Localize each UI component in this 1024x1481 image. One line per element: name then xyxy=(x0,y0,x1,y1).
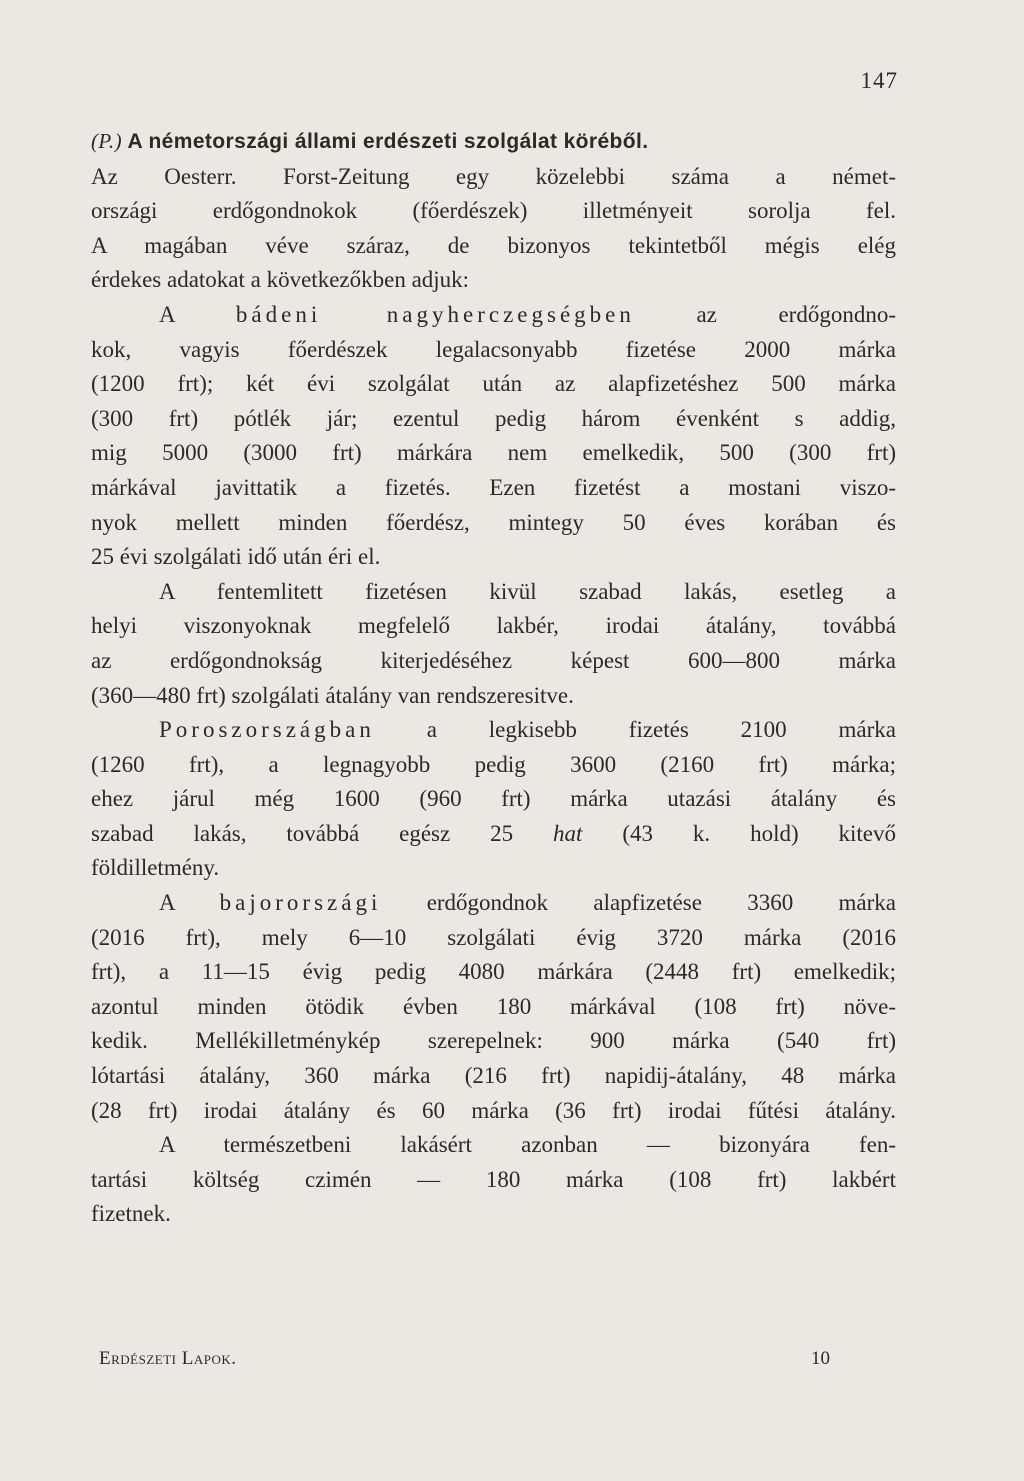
text-span: a legkisebb fizetés 2100 márka xyxy=(426,717,896,743)
text-line: kok, vagyis főerdészek legalacsonyabb fizetése 2000 márka xyxy=(91,336,896,362)
text-line: márkával javittatik a fizetés. Ezen fizetést a mostani viszo- xyxy=(91,474,896,500)
text-line: helyi viszonyoknak megfelelő lakbér, irodai átalány, továbbá xyxy=(91,613,896,639)
text-span: (43 k. hold) kitevő xyxy=(622,820,897,846)
text-line: azontul minden ötödik évben 180 márkával (108 frt) növe- xyxy=(91,993,896,1019)
journal-name: Erdészeti Lapok. xyxy=(99,1348,237,1369)
text-line: A magában véve száraz, de bizonyos tekintetből mégis elég xyxy=(91,232,896,258)
article-body xyxy=(91,124,896,1232)
text-line: érdekes adatokat a következőkben adjuk: xyxy=(91,267,470,293)
sheet-number: 10 xyxy=(811,1348,830,1369)
page-number: 147 xyxy=(860,68,898,93)
text-line xyxy=(91,817,896,852)
text-line: Az Oesterr. Forst-Zeitung egy közelebbi száma a német- xyxy=(91,163,896,189)
text-line: (300 frt) pótlék jár; ezentul pedig három évenként s addig, xyxy=(91,405,896,431)
text-line: fizetnek. xyxy=(91,1201,171,1227)
text-line: földilletmény. xyxy=(91,855,220,881)
text-line xyxy=(91,886,896,921)
text-line xyxy=(91,713,896,748)
text-line: frt), a 11—15 évig pedig 4080 márkára (2448 frt) emelkedik; xyxy=(91,959,896,985)
text-line: az erdőgondnokság kiterjedéséhez képest 600—800 márka xyxy=(91,647,896,673)
italic-unit: hat xyxy=(553,820,583,846)
text-line xyxy=(91,298,896,333)
page-footer xyxy=(99,1348,830,1370)
text-line: kedik. Mellékilletménykép szerepelnek: 900 márka (540 frt) xyxy=(91,1028,896,1054)
emphasis-place-prussia: Poroszországban xyxy=(159,717,375,743)
text-line: (360—480 frt) szolgálati átalány van rendszeresitve. xyxy=(91,682,574,708)
emphasis-place-baden: bádeni nagyherczegségben xyxy=(235,301,635,327)
text-line: A természetbeni lakásért azonban — bizonyára fen- xyxy=(159,1132,896,1158)
text-line: (2016 frt), mely 6—10 szolgálati évig 3720 márka (2016 xyxy=(91,924,896,950)
text-span: A xyxy=(159,301,175,327)
text-span: A xyxy=(159,890,175,916)
heading-title: A németországi állami erdészeti szolgálat köréből. xyxy=(127,130,649,153)
emphasis-place-bavaria: bajorországi xyxy=(219,890,382,916)
text-span: az erdőgondno- xyxy=(696,301,896,327)
text-line: lótartási átalány, 360 márka (216 frt) napidij-átalány, 48 márka xyxy=(91,1063,896,1089)
heading-mark: (P.) xyxy=(91,129,122,153)
text-span: szabad lakás, továbbá egész 25 xyxy=(91,820,514,846)
text-span: erdőgondnok alapfizetése 3360 márka xyxy=(426,890,897,916)
text-line: (28 frt) irodai átalány és 60 márka (36 frt) irodai fűtési átalány. xyxy=(91,1097,896,1123)
text-line: tartási költség czimén — 180 márka (108 frt) lakbért xyxy=(91,1166,896,1192)
text-line: A fentemlitett fizetésen kivül szabad lakás, esetleg a xyxy=(159,578,896,604)
text-line: (1200 frt); két évi szolgálat után az alapfizetéshez 500 márka xyxy=(91,371,896,397)
text-line: (1260 frt), a legnagyobb pedig 3600 (2160 frt) márka; xyxy=(91,751,896,777)
text-line: mig 5000 (3000 frt) márkára nem emelkedik, 500 (300 frt) xyxy=(91,440,896,466)
article-heading xyxy=(91,124,896,160)
text-line: ehez járul még 1600 (960 frt) márka utazási átalány és xyxy=(91,786,896,812)
text-line: országi erdőgondnokok (főerdészek) illetményeit sorolja fel. xyxy=(91,198,896,224)
text-line: 25 évi szolgálati idő után éri el. xyxy=(91,544,381,570)
text-line: nyok mellett minden főerdész, mintegy 50 éves korában és xyxy=(91,509,896,535)
